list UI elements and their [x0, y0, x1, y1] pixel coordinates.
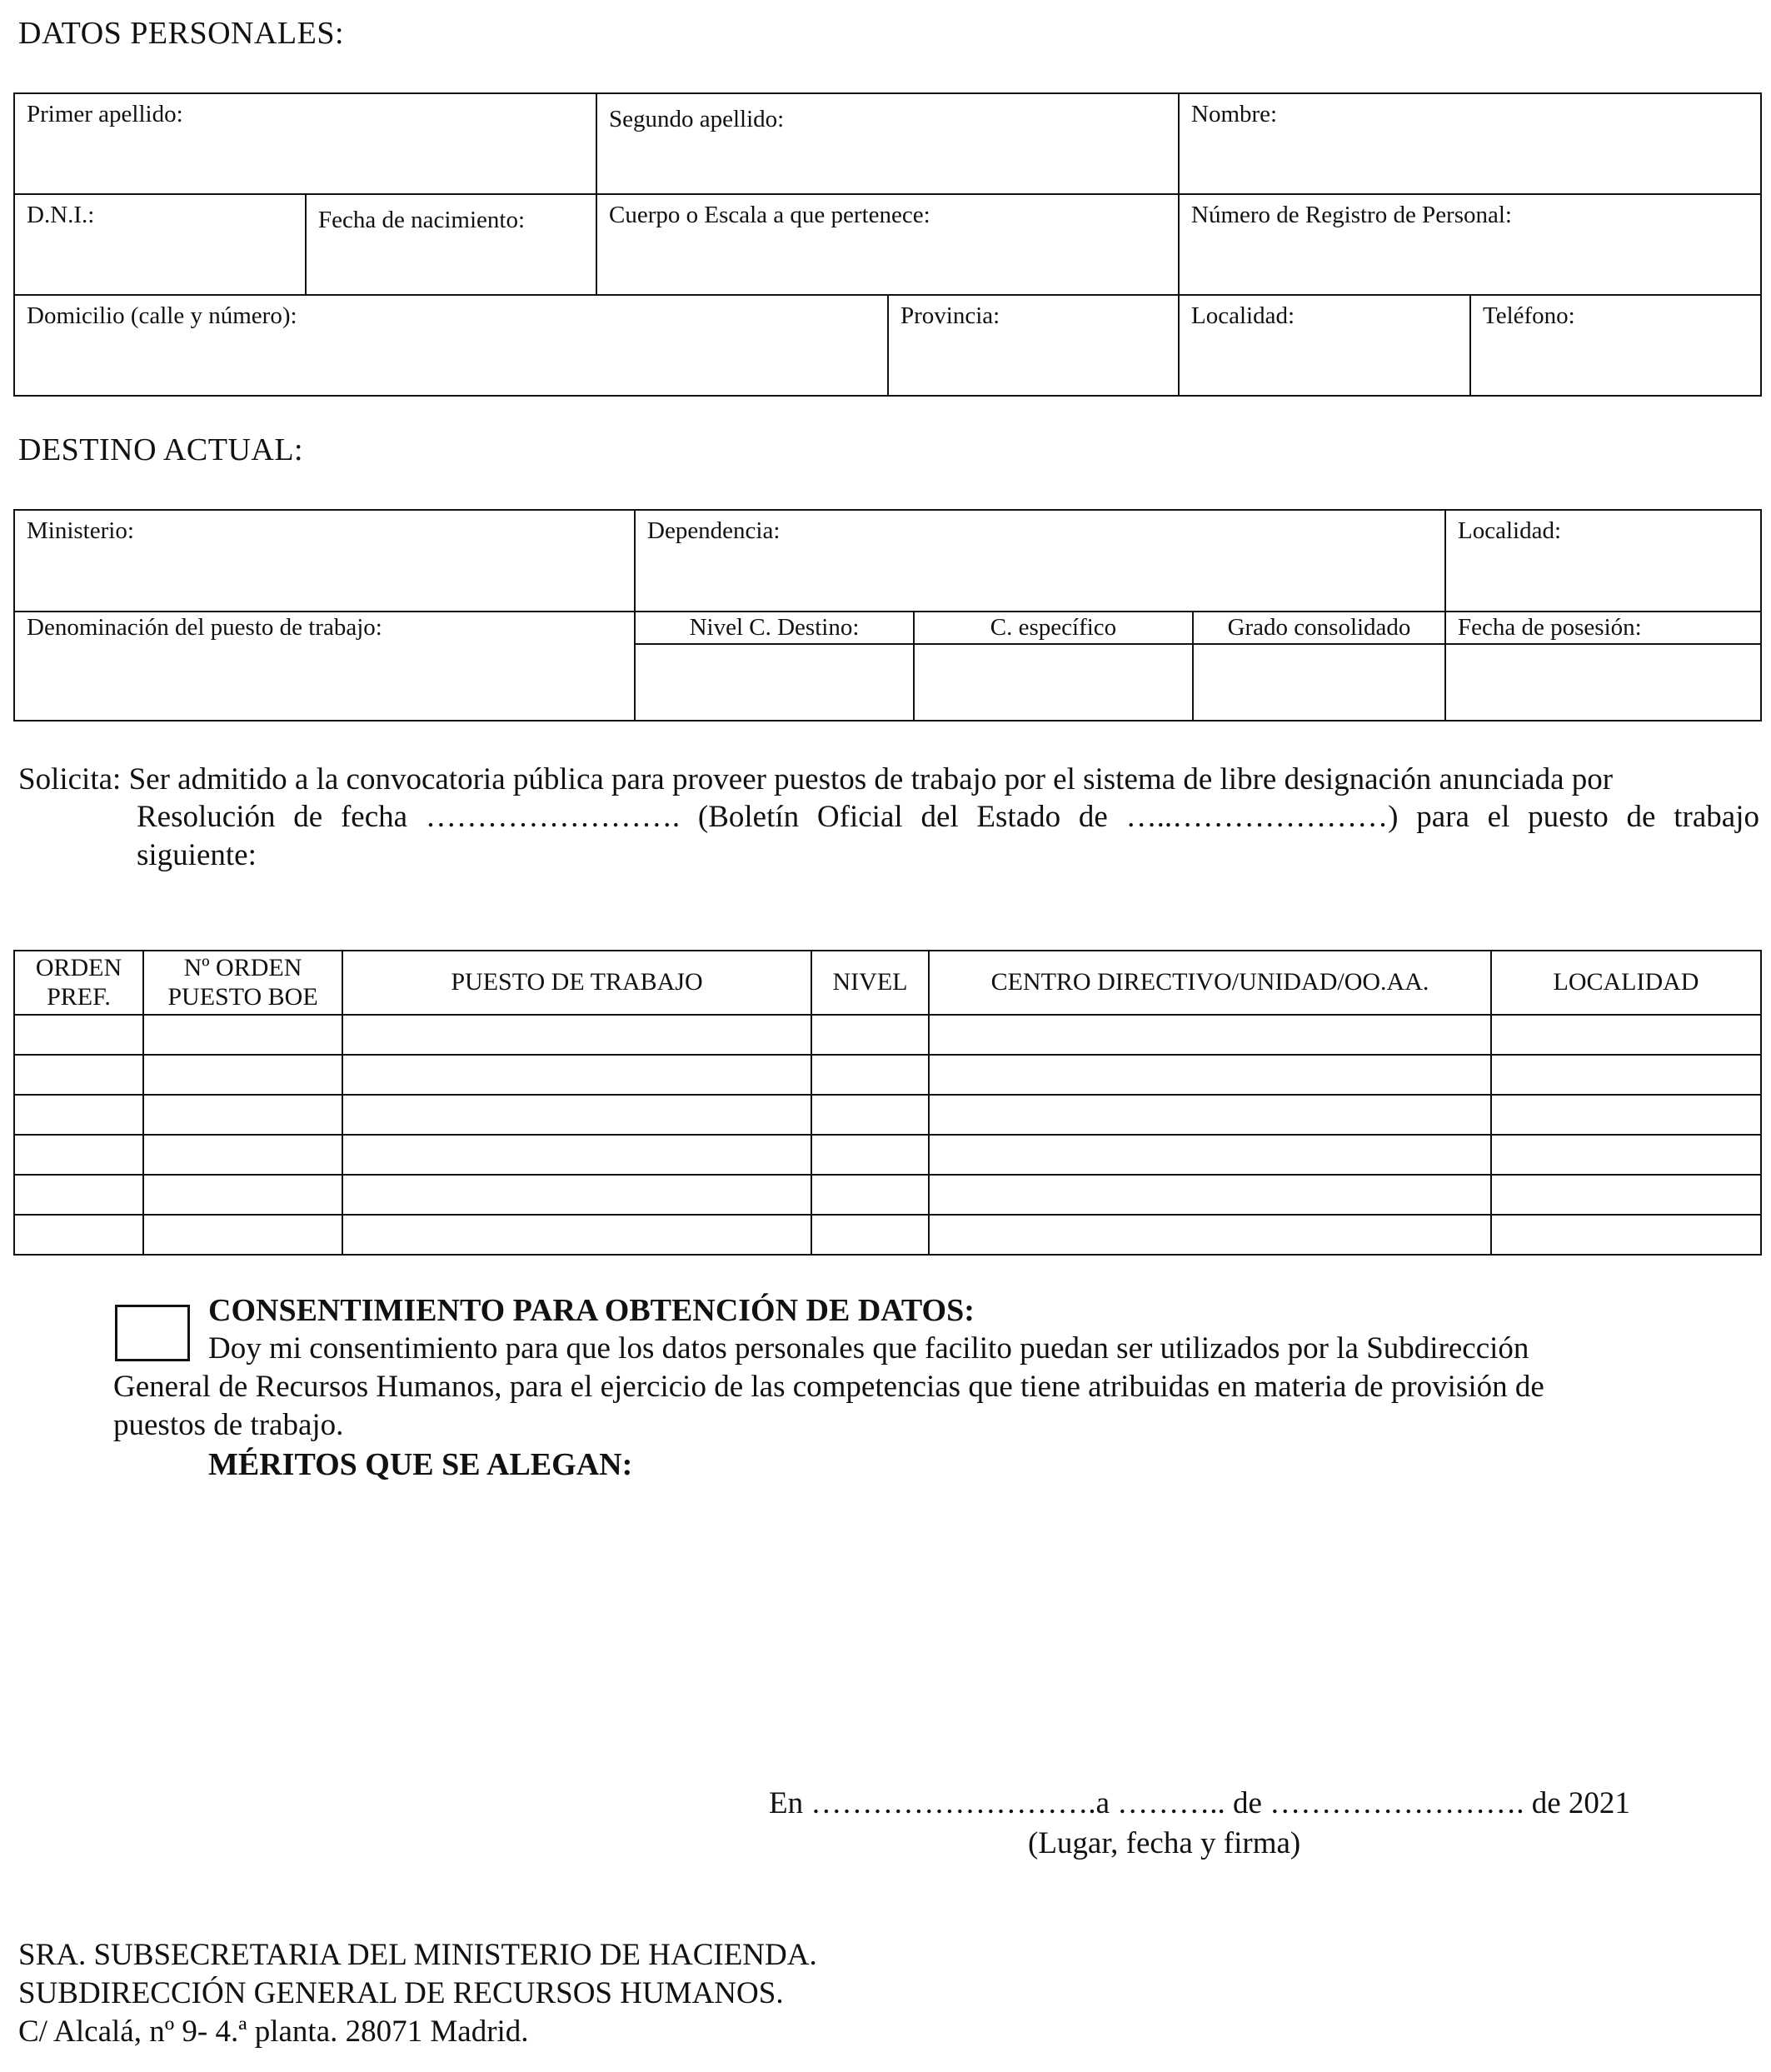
destino-table [13, 509, 1762, 721]
table-row [14, 1175, 1761, 1215]
dependencia-field[interactable] [635, 510, 1445, 612]
telefono-label: Teléfono: [1483, 302, 1575, 329]
table-cell[interactable] [143, 1055, 342, 1095]
nombre-label: Nombre: [1191, 101, 1278, 127]
header-nivel: NIVEL [811, 951, 929, 1015]
domicilio-field[interactable] [14, 295, 888, 396]
domicilio-label: Domicilio (calle y número): [27, 302, 297, 329]
table-cell[interactable] [14, 1095, 143, 1135]
table-cell[interactable] [811, 1015, 929, 1055]
consent-line-1: Doy mi consentimiento para que los datos personales que facilito puedan ser utilizados por la Subdirección [208, 1331, 1529, 1366]
ministerio-label: Ministerio: [27, 517, 134, 544]
nivel-field[interactable] [635, 644, 914, 721]
telefono-field[interactable] [1470, 295, 1761, 396]
nombre-field[interactable] [1179, 93, 1761, 194]
fecha-posesion-header [1445, 612, 1761, 644]
table-cell[interactable] [811, 1055, 929, 1095]
table-cell[interactable] [811, 1095, 929, 1135]
table-cell[interactable] [1491, 1215, 1761, 1255]
table-cell[interactable] [929, 1175, 1491, 1215]
registro-field[interactable] [1179, 194, 1761, 295]
table-cell[interactable] [143, 1015, 342, 1055]
table-cell[interactable] [342, 1095, 811, 1135]
especifico-label: C. específico [914, 612, 1193, 644]
table-cell[interactable] [143, 1175, 342, 1215]
table-cell[interactable] [811, 1175, 929, 1215]
table-cell[interactable] [1491, 1015, 1761, 1055]
table-cell[interactable] [929, 1135, 1491, 1175]
meritos-title: MÉRITOS QUE SE ALEGAN: [208, 1447, 633, 1482]
primer-apellido-field[interactable] [14, 93, 596, 194]
personal-data-title: DATOS PERSONALES: [18, 16, 345, 51]
header-orden-pref: ORDEN PREF. [14, 951, 143, 1015]
table-cell[interactable] [342, 1015, 811, 1055]
table-cell[interactable] [929, 1215, 1491, 1255]
table-cell[interactable] [14, 1215, 143, 1255]
table-cell[interactable] [143, 1095, 342, 1135]
solicita-line-3: siguiente: [137, 838, 257, 872]
consent-title: CONSENTIMIENTO PARA OBTENCIÓN DE DATOS: [208, 1293, 975, 1328]
especifico-field[interactable] [914, 644, 1193, 721]
table-cell[interactable] [14, 1135, 143, 1175]
table-cell[interactable] [342, 1135, 811, 1175]
table-cell[interactable] [143, 1135, 342, 1175]
destino-title: DESTINO ACTUAL: [18, 432, 304, 467]
table-cell[interactable] [929, 1055, 1491, 1095]
firma-caption: (Lugar, fecha y firma) [1028, 1826, 1301, 1860]
table-cell[interactable] [14, 1175, 143, 1215]
dependencia-label: Dependencia: [647, 517, 781, 544]
address-line-3: C/ Alcalá, nº 9- 4.ª planta. 28071 Madrid. [18, 2015, 529, 2049]
table-cell[interactable] [342, 1215, 811, 1255]
provincia-field[interactable] [888, 295, 1179, 396]
table-cell[interactable] [342, 1175, 811, 1215]
header-localidad: LOCALIDAD [1491, 951, 1761, 1015]
segundo-apellido-label: Segundo apellido: [609, 106, 785, 132]
puestos-table [13, 950, 1762, 1256]
dni-label: D.N.I.: [27, 202, 95, 228]
localidad-label: Localidad: [1191, 302, 1295, 329]
table-row [14, 1015, 1761, 1055]
address-line-2: SUBDIRECCIÓN GENERAL DE RECURSOS HUMANOS. [18, 1976, 784, 2010]
dni-field[interactable] [14, 194, 306, 295]
table-row [14, 1095, 1761, 1135]
ministerio-field[interactable] [14, 510, 635, 612]
table-cell[interactable] [342, 1055, 811, 1095]
table-cell[interactable] [1491, 1175, 1761, 1215]
localidad-field[interactable] [1179, 295, 1470, 396]
address-line-1: SRA. SUBSECRETARIA DEL MINISTERIO DE HACIENDA. [18, 1938, 817, 1972]
personal-data-table [13, 92, 1762, 397]
fecha-nacimiento-field[interactable] [306, 194, 596, 295]
nivel-label: Nivel C. Destino: [635, 612, 914, 644]
table-cell[interactable] [811, 1135, 929, 1175]
table-cell[interactable] [929, 1095, 1491, 1135]
consent-checkbox[interactable] [115, 1305, 190, 1361]
primer-apellido-label: Primer apellido: [27, 101, 183, 127]
destino-localidad-field[interactable] [1445, 510, 1761, 612]
table-cell[interactable] [929, 1015, 1491, 1055]
header-puesto: PUESTO DE TRABAJO [342, 951, 811, 1015]
solicita-line-1: Solicita: Ser admitido a la convocatoria pública para proveer puestos de trabajo por el sistema de libre designación anunciada por [18, 762, 1614, 796]
provincia-label: Provincia: [900, 302, 1000, 329]
table-cell[interactable] [1491, 1135, 1761, 1175]
puestos-header-row [14, 951, 1761, 1015]
registro-label: Número de Registro de Personal: [1191, 202, 1512, 228]
fecha-posesion-label: Fecha de posesión: [1458, 614, 1642, 641]
grado-label: Grado consolidado [1193, 612, 1445, 644]
destino-localidad-label: Localidad: [1458, 517, 1562, 544]
header-centro: CENTRO DIRECTIVO/UNIDAD/OO.AA. [929, 951, 1491, 1015]
header-orden-boe: Nº ORDEN PUESTO BOE [143, 951, 342, 1015]
denominacion-field[interactable] [14, 612, 635, 721]
fecha-posesion-field[interactable] [1445, 644, 1761, 721]
segundo-apellido-field[interactable] [596, 93, 1179, 194]
table-cell[interactable] [1491, 1095, 1761, 1135]
fecha-nacimiento-label: Fecha de nacimiento: [318, 207, 526, 233]
grado-field[interactable] [1193, 644, 1445, 721]
table-cell[interactable] [14, 1015, 143, 1055]
table-row [14, 1055, 1761, 1095]
table-cell[interactable] [14, 1055, 143, 1095]
table-cell[interactable] [1491, 1055, 1761, 1095]
table-cell[interactable] [811, 1215, 929, 1255]
consent-line-2: General de Recursos Humanos, para el ejercicio de las competencias que tiene atribuidas en materia de provisión de [113, 1370, 1544, 1404]
firma-line: En ……………………….a ……….. de ……………………. de 2021 [769, 1786, 1630, 1820]
cuerpo-field[interactable] [596, 194, 1179, 295]
table-row [14, 1215, 1761, 1255]
consent-line-3: puestos de trabajo. [113, 1408, 344, 1442]
solicita-line-2: Resolución de fecha ……………………. (Boletín Oficial del Estado de …..…………………) para el puesto de trabajo [137, 800, 1759, 834]
denominacion-label: Denominación del puesto de trabajo: [27, 614, 382, 641]
address-block [18, 1936, 817, 2051]
table-row [14, 1135, 1761, 1175]
cuerpo-label: Cuerpo o Escala a que pertenece: [609, 202, 930, 228]
table-cell[interactable] [143, 1215, 342, 1255]
